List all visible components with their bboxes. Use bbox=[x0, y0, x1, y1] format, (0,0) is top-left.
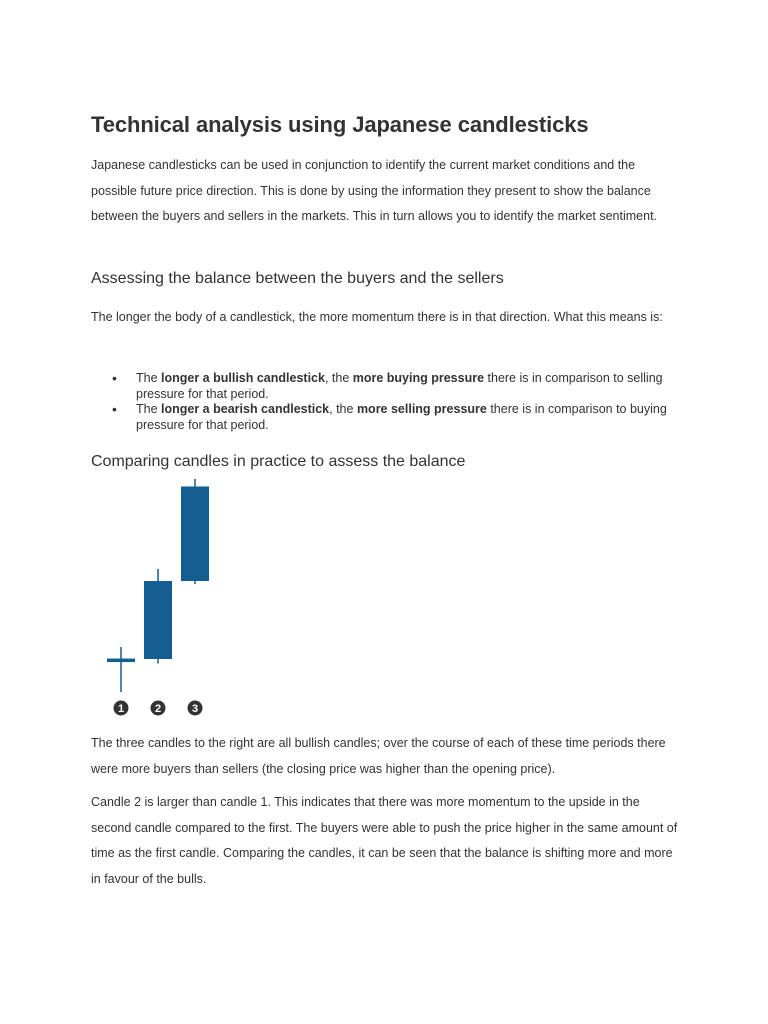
candle-1-number-marker bbox=[114, 701, 129, 716]
number-marker-label: 3 bbox=[191, 703, 199, 715]
section2-paragraph-1: The three candles to the right are all bullish candles; over the course of each of these time periods there were more buyers than sellers (the closing price was higher than the opening price). bbox=[91, 736, 666, 776]
section-heading-comparing: Comparing candles in practice to assess the balance bbox=[91, 453, 466, 470]
intro-paragraph: Japanese candlesticks can be used in conjunction to identify the current market conditions and the possible future price direction. This is done by using the information they present to show the balance between the buyers and sellers in the markets. This in turn allows you to identify the market sentiment. bbox=[91, 158, 658, 223]
number-marker-label: 2 bbox=[154, 703, 162, 715]
number-marker-label: 1 bbox=[117, 703, 125, 715]
section1-paragraph: The longer the body of a candlestick, the more momentum there is in that direction. What this means is: bbox=[91, 310, 663, 324]
candle-1-body bbox=[107, 659, 135, 663]
bold-phrase: more selling pressure bbox=[356, 402, 487, 416]
candle-2-number-marker bbox=[151, 701, 166, 716]
bullet-list bbox=[91, 371, 681, 433]
candle-3-body bbox=[181, 487, 209, 582]
list-item: • The longer a bullish candlestick, the more buying pressure there is in comparison to selling pressure for that period. bbox=[91, 371, 681, 402]
bold-phrase: longer a bearish candlestick bbox=[161, 402, 330, 416]
bold-phrase: longer a bullish candlestick bbox=[161, 371, 325, 385]
candle-3-number-marker bbox=[188, 701, 203, 716]
bold-phrase: more buying pressure bbox=[352, 371, 485, 385]
candlestick-figure bbox=[91, 476, 231, 721]
candle-2-body bbox=[144, 581, 172, 659]
section-heading-balance: Assessing the balance between the buyers and the sellers bbox=[91, 270, 504, 287]
list-item: • The longer a bearish candlestick, the more selling pressure there is in comparison to buying pressure for that period. bbox=[91, 402, 681, 433]
page-title: Technical analysis using Japanese candlesticks bbox=[91, 112, 589, 137]
section2-paragraph-2: Candle 2 is larger than candle 1. This indicates that there was more momentum to the upside in the second candle compared to the first. The buyers were able to push the price higher in the same amount of time as the first candle. Comparing the candles, it can be seen that the balance is shifting more and more in favour of the bulls. bbox=[91, 795, 678, 886]
